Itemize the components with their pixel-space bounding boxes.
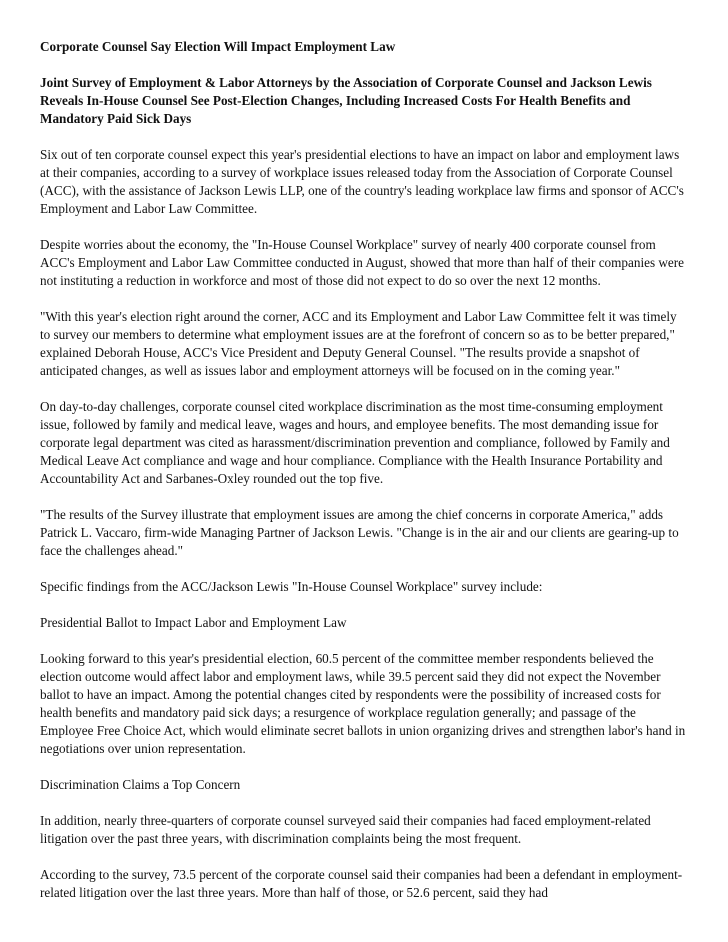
paragraph-vaccaro-quote: "The results of the Survey illustrate that employment issues are among the chief concerns in corporate America," adds Patrick L. Vaccaro, firm-wide Managing Partner of Jackson Lewis. "Change is in the air and our clients are gearing-up to face the challenges ahead." bbox=[40, 507, 679, 558]
paragraph-litigation: In addition, nearly three-quarters of corporate counsel surveyed said their companies had faced employment-related litigation over the past three years, with discrimination complaints being the most frequent. bbox=[40, 813, 651, 846]
paragraph-economy: Despite worries about the economy, the "In-House Counsel Workplace" survey of nearly 400 corporate counsel from ACC's Employment and Labor Law Committee conducted in August, showed that more than half of their companies were not instituting a reduction in workforce and most of those did not expect to do so over the next 12 months. bbox=[40, 237, 685, 288]
paragraph-ballot: Looking forward to this year's presidential election, 60.5 percent of the committee member respondents believed the election outcome would affect labor and employment laws, while 39.5 percent said they did not expect the November ballot to have an impact. Among the potential changes cited by respondents were the possibility of increased costs for health benefits and mandatory paid sick days; a resurgence of workplace regulation generally; and passage of the Employee Free Choice Act, which would eliminate secret ballots in union organizing drives and strengthen labor's hand in negotiations over union representation. bbox=[40, 651, 686, 756]
section-heading-ballot: Presidential Ballot to Impact Labor and Employment Law bbox=[40, 615, 347, 630]
paragraph-survey-results: According to the survey, 73.5 percent of the corporate counsel said their companies had been a defendant in employment-related litigation over the last three years. More than half of those, or 52.6 percent, said they had bbox=[40, 867, 683, 900]
paragraph-intro: Six out of ten corporate counsel expect this year's presidential elections to have an impact on labor and employment laws at their companies, according to a survey of workplace issues released today from the Association of Corporate Counsel (ACC), with the assistance of Jackson Lewis LLP, one of the country's leading workplace law firms and sponsor of ACC's Employment and Labor Law Committee. bbox=[40, 147, 684, 216]
document-page bbox=[40, 38, 688, 902]
paragraph-findings-intro: Specific findings from the ACC/Jackson Lewis "In-House Counsel Workplace" survey include: bbox=[40, 579, 543, 594]
paragraph-house-quote: "With this year's election right around the corner, ACC and its Employment and Labor Law Committee felt it was timely to survey our members to determine what employment issues are at the forefront of concern so as to be better prepared," explained Deborah House, ACC's Vice President and Deputy General Counsel. "The results provide a snapshot of anticipated changes, as well as issues labor and employment attorneys will be focused on in the coming year." bbox=[40, 309, 677, 378]
document-title: Corporate Counsel Say Election Will Impact Employment Law bbox=[40, 39, 396, 54]
section-heading-discrimination: Discrimination Claims a Top Concern bbox=[40, 777, 241, 792]
paragraph-challenges: On day-to-day challenges, corporate counsel cited workplace discrimination as the most time-consuming employment issue, followed by family and medical leave, wages and hours, and employee benefits. The most demanding issue for corporate legal department was cited as harassment/discrimination prevention and compliance, followed by Family and Medical Leave Act compliance and wage and hour compliance. Compliance with the Health Insurance Portability and Accountability Act and Sarbanes-Oxley rounded out the top five. bbox=[40, 399, 670, 486]
document-subtitle: Joint Survey of Employment & Labor Attorneys by the Association of Corporate Counsel and Jackson Lewis Reveals In-House Counsel See Post-Election Changes, Including Increased Costs For Health Benefits and Mandatory Paid Sick Days bbox=[40, 75, 652, 126]
